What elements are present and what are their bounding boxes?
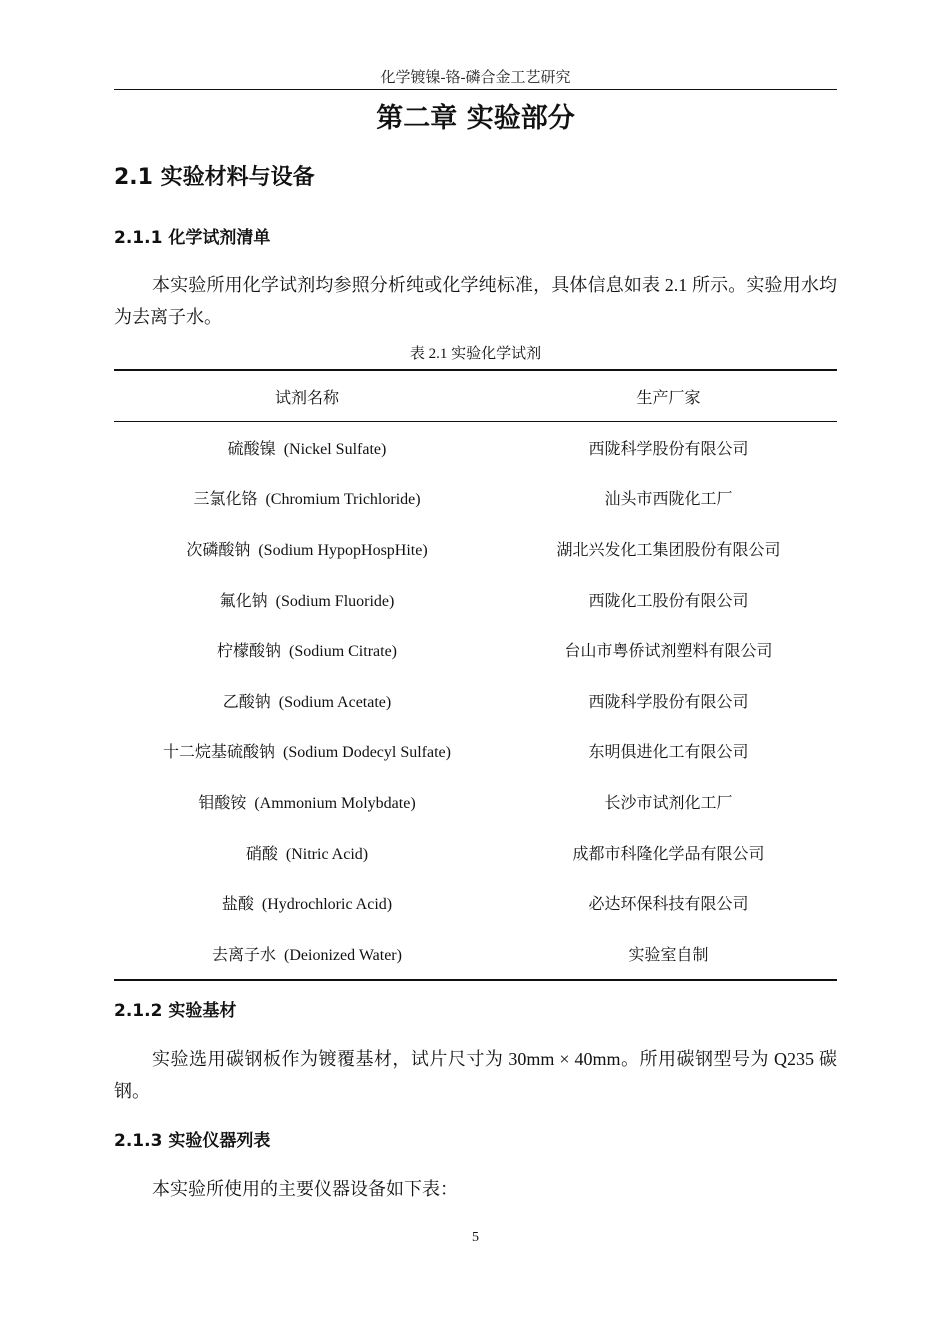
reagent-name-cell [114, 675, 500, 726]
reagent-name-en: (Sodium Dodecyl Sulfate) [283, 744, 451, 762]
reagent-name-cn: 钼酸铵 [198, 794, 247, 812]
table-header-row [114, 370, 837, 422]
table-row [114, 624, 837, 675]
table-row [114, 473, 837, 524]
paragraph-reagents-intro: 本实验所用化学试剂均参照分析纯或化学纯标准，具体信息如表 2.1 所示。实验用水均为去离子水。 [114, 275, 837, 327]
reagent-name-cell [114, 574, 500, 625]
table-row [114, 675, 837, 726]
manufacturer-cell: 汕头市西陇化工厂 [604, 491, 733, 509]
document-page [114, 0, 837, 1344]
table-row [114, 776, 837, 827]
table-row [114, 574, 837, 625]
reagent-name-cell [114, 624, 500, 675]
reagent-name-en: (Sodium Acetate) [278, 693, 392, 711]
manufacturer-cell: 必达环保科技有限公司 [588, 896, 749, 914]
table-row [114, 928, 837, 980]
manufacturer-cell: 长沙市试剂化工厂 [604, 794, 733, 812]
reagent-name-cn: 三氯化铬 [193, 491, 258, 509]
manufacturer-cell: 西陇科学股份有限公司 [588, 693, 749, 711]
reagent-name-cell [114, 827, 500, 878]
reagent-name-cn: 氟化钠 [219, 592, 268, 610]
manufacturer-cell: 西陇化工股份有限公司 [588, 592, 749, 610]
section-heading-2-1-1: 2.1.1 化学试剂清单 [114, 228, 271, 248]
reagent-name-cn: 十二烷基硫酸钠 [163, 744, 276, 762]
reagent-name-en: (Sodium Citrate) [289, 643, 397, 661]
manufacturer-cell: 东明俱进化工有限公司 [588, 744, 749, 762]
table-row [114, 523, 837, 574]
reagent-name-en: (Hydrochloric Acid) [261, 896, 393, 914]
reagent-name-cn: 硫酸镍 [227, 440, 276, 458]
reagents-table-container [114, 369, 837, 981]
reagent-name-en: (Nitric Acid) [285, 845, 369, 863]
reagent-name-cell [114, 726, 500, 777]
table-row [114, 422, 837, 473]
table-body [114, 422, 837, 980]
paragraph-instruments-intro: 本实验所使用的主要仪器设备如下表： [152, 1179, 458, 1199]
manufacturer-cell: 台山市粤侨试剂塑料有限公司 [564, 643, 773, 661]
reagent-name-cell [114, 422, 500, 473]
manufacturer-cell: 成都市科隆化学品有限公司 [572, 845, 765, 863]
paragraph-substrate: 实验选用碳钢板作为镀覆基材，试片尺寸为 30mm × 40mm。所用碳钢型号为 Q235 碳钢。 [114, 1049, 837, 1101]
reagent-name-cn: 次磷酸钠 [186, 541, 251, 559]
reagent-name-cell [114, 877, 500, 928]
reagent-name-en: (Sodium Fluoride) [275, 592, 395, 610]
reagent-name-cell [114, 928, 500, 980]
column-header-reagent-name: 试剂名称 [274, 389, 339, 407]
reagent-name-cn: 硝酸 [245, 845, 278, 863]
reagent-name-cn: 柠檬酸钠 [217, 643, 282, 661]
reagent-name-cell [114, 473, 500, 524]
chapter-title: 第二章 实验部分 [376, 103, 575, 134]
reagent-name-cell [114, 523, 500, 574]
reagent-name-cn: 去离子水 [212, 946, 277, 964]
table-row [114, 877, 837, 928]
reagents-table [114, 369, 837, 981]
header-rule [114, 89, 837, 90]
section-heading-2-1-2: 2.1.2 实验基材 [114, 1001, 237, 1021]
section-heading-2-1-3: 2.1.3 实验仪器列表 [114, 1131, 271, 1151]
section-heading-2-1: 2.1 实验材料与设备 [114, 165, 315, 190]
reagent-name-en: (Chromium Trichloride) [265, 491, 421, 509]
table-row [114, 827, 837, 878]
reagent-name-cn: 乙酸钠 [222, 693, 271, 711]
manufacturer-cell: 湖北兴发化工集团股份有限公司 [556, 541, 781, 559]
reagent-name-en: (Nickel Sulfate) [283, 440, 387, 458]
table-row [114, 726, 837, 777]
reagent-name-en: (Sodium HypopHospHite) [258, 541, 428, 559]
reagent-name-en: (Ammonium Molybdate) [254, 794, 416, 812]
reagent-name-en: (Deionized Water) [284, 946, 402, 964]
table-caption: 表 2.1 实验化学试剂 [409, 346, 542, 362]
reagent-name-cell [114, 776, 500, 827]
page-number: 5 [472, 1230, 479, 1245]
running-header: 化学镀镍-铬-磷合金工艺研究 [380, 70, 571, 86]
manufacturer-cell: 实验室自制 [628, 946, 709, 964]
manufacturer-cell: 西陇科学股份有限公司 [588, 440, 749, 458]
column-header-manufacturer: 生产厂家 [636, 389, 701, 407]
reagent-name-cn: 盐酸 [221, 896, 254, 914]
